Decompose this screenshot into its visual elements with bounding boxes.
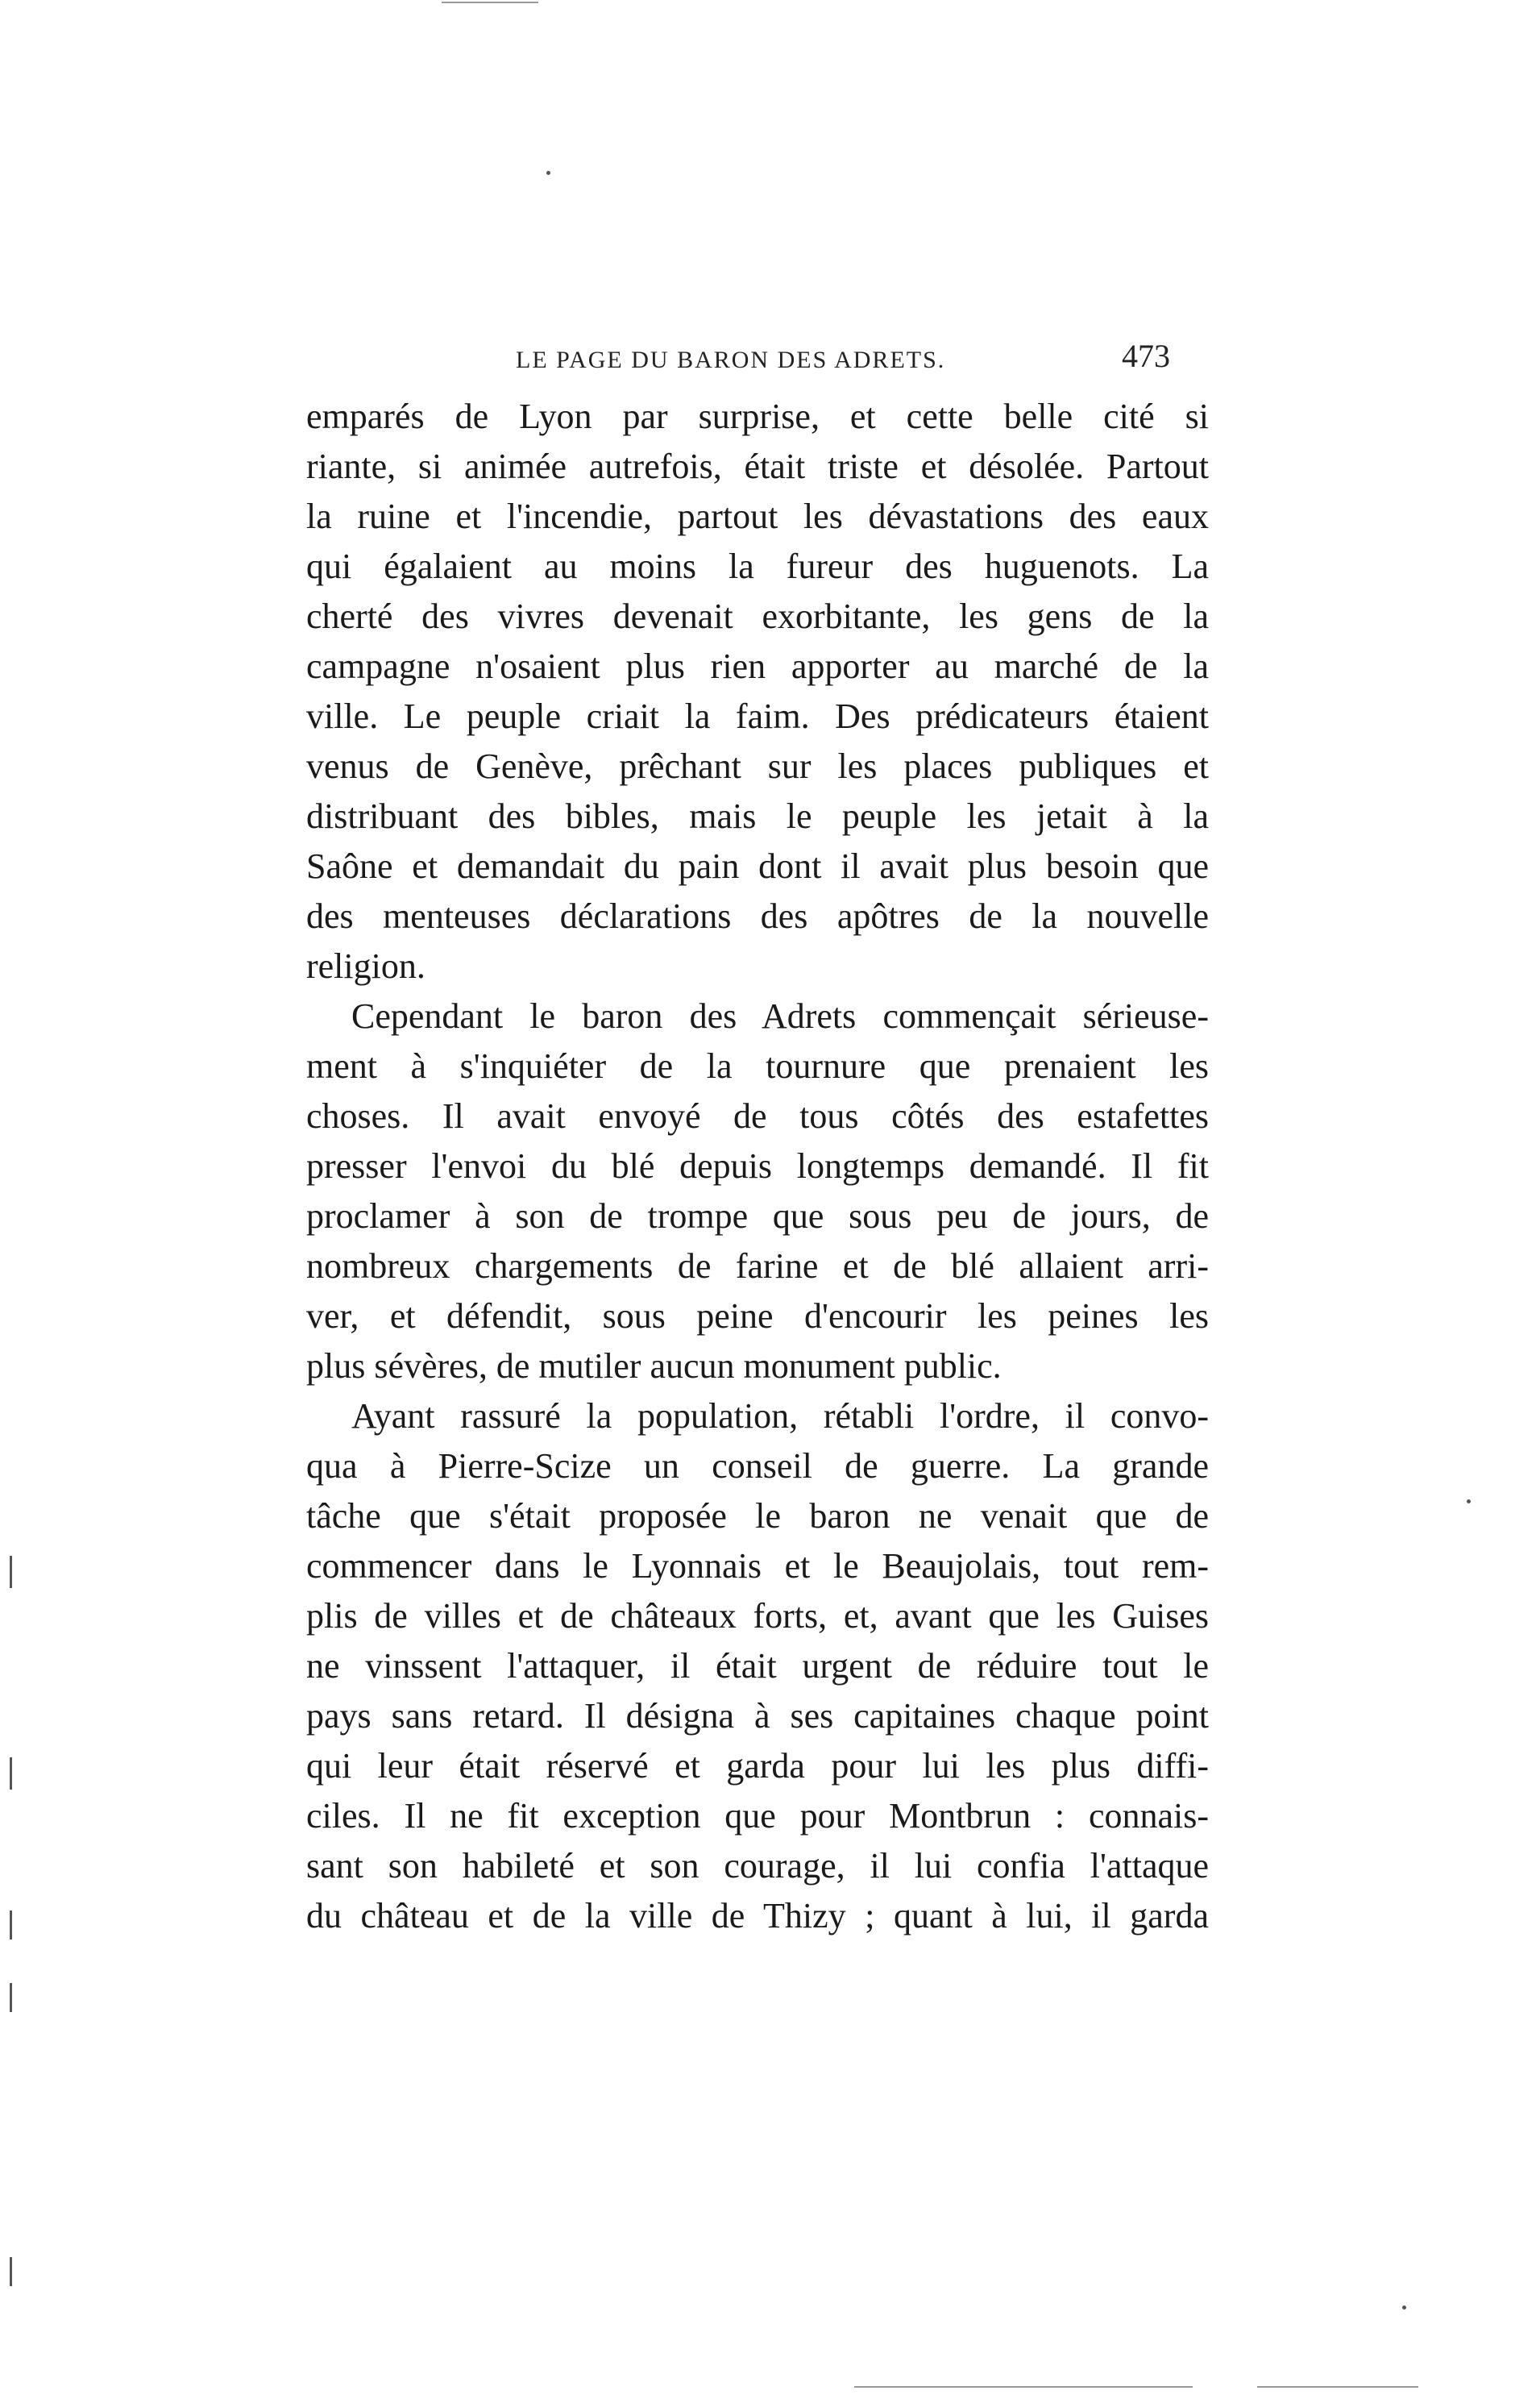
- text-line: qui égalaient au moins la fureur des huguenots. La: [306, 547, 1209, 586]
- text-line: plus sévères, de mutiler aucun monument public.: [306, 1346, 1002, 1386]
- margin-scan-mark: [10, 1556, 12, 1588]
- text-line: Ayant rassuré la population, rétabli l'ordre, il convo-: [351, 1396, 1209, 1436]
- text-line: nombreux chargements de farine et de blé allaient arri-: [306, 1246, 1209, 1286]
- margin-scan-mark: [10, 2257, 12, 2286]
- text-line: ment à s'inquiéter de la tournure que prenaient les: [306, 1046, 1209, 1086]
- text-line: ciles. Il ne fit exception que pour Montbrun : connais-: [306, 1796, 1209, 1836]
- text-line: riante, si animée autrefois, était triste et désolée. Partout: [306, 447, 1209, 486]
- text-line: tâche que s'était proposée le baron ne venait que de: [306, 1496, 1209, 1536]
- text-line: cherté des vivres devenait exorbitante, les gens de la: [306, 597, 1209, 636]
- text-line: choses. Il avait envoyé de tous côtés des estafettes: [306, 1096, 1209, 1136]
- text-line: qui leur était réservé et garda pour lui les plus diffi-: [306, 1746, 1209, 1786]
- text-line: Cependant le baron des Adrets commençait sérieuse-: [351, 996, 1209, 1036]
- text-line: ne vinssent l'attaquer, il était urgent de réduire tout le: [306, 1646, 1209, 1686]
- ink-speck: [546, 171, 550, 175]
- text-line: des menteuses déclarations des apôtres de la nouvelle: [306, 896, 1209, 936]
- text-line: sant son habileté et son courage, il lui confia l'attaque: [306, 1846, 1209, 1886]
- text-line: presser l'envoi du blé depuis longtemps demandé. Il fit: [306, 1146, 1209, 1186]
- margin-scan-mark: [10, 1983, 12, 2012]
- margin-scan-mark: [10, 1910, 12, 1940]
- text-line: distribuant des bibles, mais le peuple les jetait à la: [306, 796, 1209, 836]
- text-line: la ruine et l'incendie, partout les dévastations des eaux: [306, 497, 1209, 536]
- scan-artifact-top: [442, 2, 538, 3]
- running-title: LE PAGE DU BARON DES ADRETS.: [516, 347, 946, 373]
- page-number: 473: [1122, 338, 1170, 374]
- text-line: religion.: [306, 946, 425, 986]
- text-line: ville. Le peuple criait la faim. Des prédicateurs étaient: [306, 696, 1209, 736]
- text-line: emparés de Lyon par surprise, et cette belle cité si: [306, 397, 1209, 436]
- text-line: Saône et demandait du pain dont il avait plus besoin que: [306, 846, 1209, 886]
- text-line: commencer dans le Lyonnais et le Beaujolais, tout rem-: [306, 1546, 1209, 1586]
- text-line: ver, et défendit, sous peine d'encourir les peines les: [306, 1296, 1209, 1336]
- ink-speck: [1467, 1499, 1471, 1503]
- body-text: [306, 392, 1209, 1941]
- text-line: campagne n'osaient plus rien apporter au marché de la: [306, 647, 1209, 686]
- ink-speck: [1402, 2305, 1406, 2310]
- text-line: venus de Genève, prêchant sur les places publiques et: [306, 746, 1209, 786]
- text-line: pays sans retard. Il désigna à ses capitaines chaque point: [306, 1696, 1209, 1736]
- margin-scan-mark: [10, 1757, 12, 1790]
- scan-artifact-bottom: [854, 2386, 1193, 2388]
- text-line: qua à Pierre-Scize un conseil de guerre. La grande: [306, 1446, 1209, 1486]
- text-line: plis de villes et de châteaux forts, et, avant que les Guises: [306, 1596, 1209, 1636]
- scan-artifact-bottom: [1257, 2386, 1418, 2388]
- text-line: proclamer à son de trompe que sous peu de jours, de: [306, 1196, 1209, 1236]
- text-line: du château et de la ville de Thizy ; quant à lui, il garda: [306, 1896, 1209, 1935]
